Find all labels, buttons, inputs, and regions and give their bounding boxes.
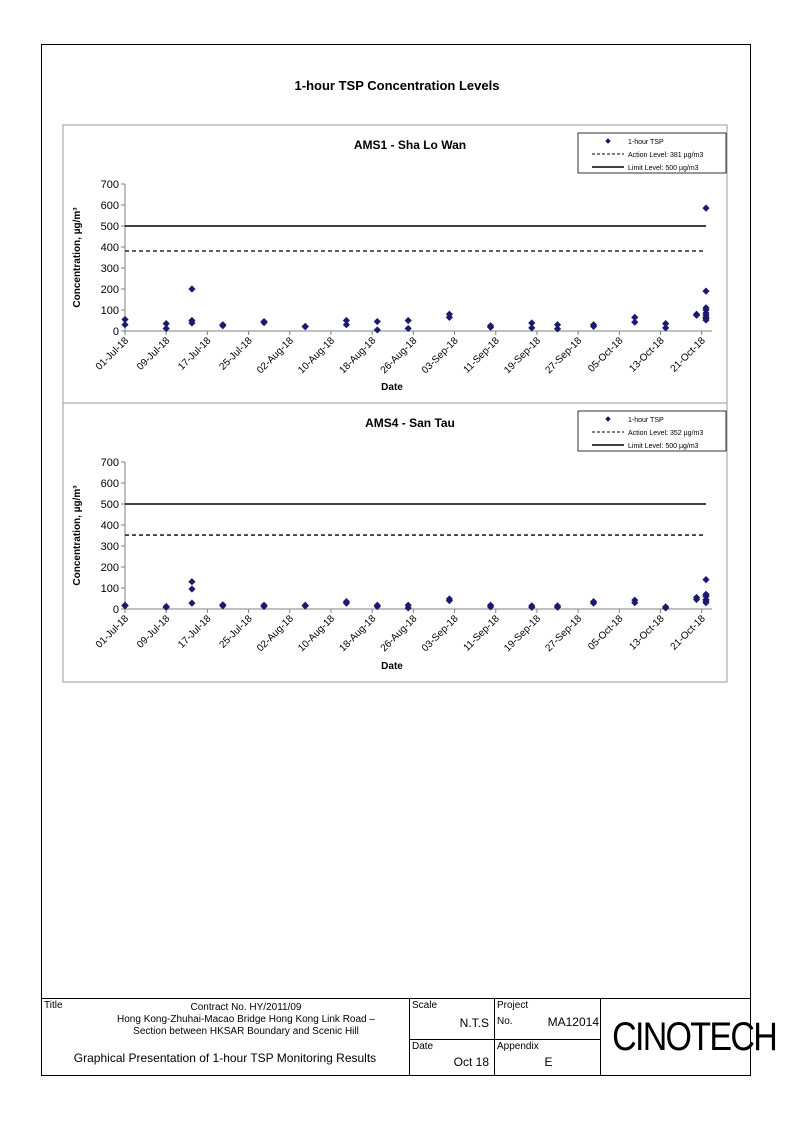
chart2-y-tick-label: 400 [100, 520, 119, 532]
project-number: MA12014 [547, 1015, 599, 1029]
chart2-data-point [219, 602, 226, 609]
chart1-x-tick-label: 17-Jul-18 [176, 335, 214, 373]
chart2-data-point [121, 602, 128, 609]
chart1-data-point [121, 321, 128, 328]
chart1-x-tick-label: 10-Aug-18 [296, 335, 338, 377]
chart2-legend-label: Limit Level: 500 µg/m3 [628, 443, 699, 450]
chart1-data-point [374, 318, 381, 325]
chart1-y-tick-label: 600 [100, 200, 119, 212]
chart2-x-tick-label: 10-Aug-18 [296, 613, 338, 655]
cinotech-logo: CINOTECH [612, 1015, 777, 1059]
chart2-y-tick-label: 0 [112, 604, 119, 616]
project-label: Project [497, 1000, 529, 1011]
chart1-x-label: Date [381, 382, 403, 393]
project-no-label: No. [497, 1016, 513, 1027]
chart1-data-point [219, 322, 226, 329]
chart1-x-tick-label: 11-Sep-18 [461, 335, 502, 376]
chart1-legend-label: 1-hour TSP [628, 139, 664, 146]
page-title: 1-hour TSP Concentration Levels [294, 78, 500, 93]
chart1-data-point [631, 319, 638, 326]
chart1-data-point [662, 324, 669, 331]
chart1-x-tick-label: 25-Jul-18 [217, 335, 255, 373]
project-line-1: Hong Kong-Zhuhai-Macao Bridge Hong Kong Link Road – [117, 1014, 375, 1025]
chart2-x-tick-label: 17-Jul-18 [176, 613, 214, 651]
chart2-data-point [702, 576, 709, 583]
chart2-data-point [163, 604, 170, 611]
date-value: Oct 18 [453, 1055, 489, 1069]
title-label: Title [44, 1000, 63, 1011]
chart2-y-tick-label: 500 [100, 499, 119, 511]
chart1-data-point [405, 317, 412, 324]
chart2-x-tick-label: 01-Jul-18 [93, 613, 132, 651]
date-label: Date [412, 1041, 434, 1052]
contract-line: Contract No. HY/2011/09 [190, 1002, 302, 1013]
chart1-data-point [702, 288, 709, 295]
chart2-data-point [662, 604, 669, 611]
chart2-x-tick-label: 13-Oct-18 [627, 613, 667, 653]
chart1-x-tick-label: 09-Jul-18 [135, 335, 173, 373]
appendix-label: Appendix [497, 1041, 539, 1052]
chart2-y-tick-label: 100 [100, 583, 119, 595]
title-block [41, 998, 777, 1076]
chart1-x-tick-label: 27-Sep-18 [543, 335, 585, 377]
chart1-x-tick-label: 26-Aug-18 [378, 335, 420, 377]
chart1-x-tick-label: 13-Oct-18 [627, 335, 667, 375]
chart2-x-tick-label: 02-Aug-18 [255, 613, 296, 655]
project-line-2: Section between HKSAR Boundary and Scenic Hill [133, 1026, 359, 1037]
chart1-y-label: Concentration, µg/m³ [72, 207, 83, 308]
chart2-title: AMS4 - San Tau [365, 416, 455, 430]
chart2-x-tick-label: 26-Aug-18 [378, 613, 420, 655]
chart1-y-tick-label: 200 [100, 284, 119, 296]
chart1-x-tick-label: 21-Oct-18 [668, 335, 708, 375]
drawing-title: Graphical Presentation of 1-hour TSP Monitoring Results [73, 1051, 377, 1065]
chart2-data-point [188, 578, 195, 585]
chart2-x-tick-label: 27-Sep-18 [543, 613, 585, 655]
chart1-title: AMS1 - Sha Lo Wan [353, 138, 467, 152]
chart2-y-tick-label: 600 [100, 478, 119, 490]
chart1-y-tick-label: 100 [100, 305, 119, 317]
chart2-y-label: Concentration, µg/m³ [72, 485, 83, 586]
chart2-legend-label: Action Level: 352 µg/m3 [628, 430, 704, 437]
chart2-data-point [188, 585, 195, 592]
appendix-value: E [544, 1055, 553, 1069]
chart2-x-tick-label: 21-Oct-18 [668, 613, 708, 653]
chart2-x-tick-label: 09-Jul-18 [135, 613, 173, 651]
chart1-data-point [374, 326, 381, 333]
chart1-x-tick-label: 01-Jul-18 [93, 335, 132, 373]
chart2-y-tick-label: 200 [100, 562, 119, 574]
chart1-data-point [343, 321, 350, 328]
chart1-data-point [693, 312, 700, 319]
chart1-legend-label: Limit Level: 500 µg/m3 [628, 165, 699, 172]
chart1-y-tick-label: 0 [112, 326, 119, 338]
chart2-legend-label: 1-hour TSP [628, 417, 664, 424]
chart1-x-tick-label: 19-Sep-18 [502, 335, 544, 377]
chart2-data-point [188, 600, 195, 607]
chart1-x-tick-label: 03-Sep-18 [419, 335, 461, 377]
chart1-data-point [260, 319, 267, 326]
chart2-y-tick-label: 700 [100, 457, 119, 469]
chart2-y-tick-label: 300 [100, 541, 119, 553]
chart2-x-tick-label: 19-Sep-18 [502, 613, 544, 655]
chart1-legend-label: Action Level: 381 µg/m3 [628, 152, 704, 159]
chart2-x-tick-label: 05-Oct-18 [586, 613, 626, 653]
chart1-x-tick-label: 05-Oct-18 [586, 335, 626, 375]
chart1-x-tick-label: 18-Aug-18 [337, 335, 379, 377]
chart2-x-tick-label: 03-Sep-18 [419, 613, 461, 655]
chart2-x-label: Date [381, 661, 403, 672]
chart1-data-point [302, 323, 309, 330]
chart1-y-tick-label: 700 [100, 179, 119, 191]
scale-value: N.T.S [459, 1016, 489, 1030]
chart1-y-tick-label: 300 [100, 263, 119, 275]
chart2-x-tick-label: 25-Jul-18 [217, 613, 255, 651]
chart1-data-point [702, 205, 709, 212]
chart1-x-tick-label: 02-Aug-18 [255, 335, 296, 377]
chart1-y-tick-label: 500 [100, 221, 119, 233]
chart1-data-point [528, 324, 535, 331]
scale-label: Scale [412, 1000, 438, 1011]
chart2-x-tick-label: 11-Sep-18 [461, 613, 502, 654]
chart2-x-tick-label: 18-Aug-18 [337, 613, 379, 655]
chart1-data-point [188, 285, 195, 292]
chart1-y-tick-label: 400 [100, 242, 119, 254]
